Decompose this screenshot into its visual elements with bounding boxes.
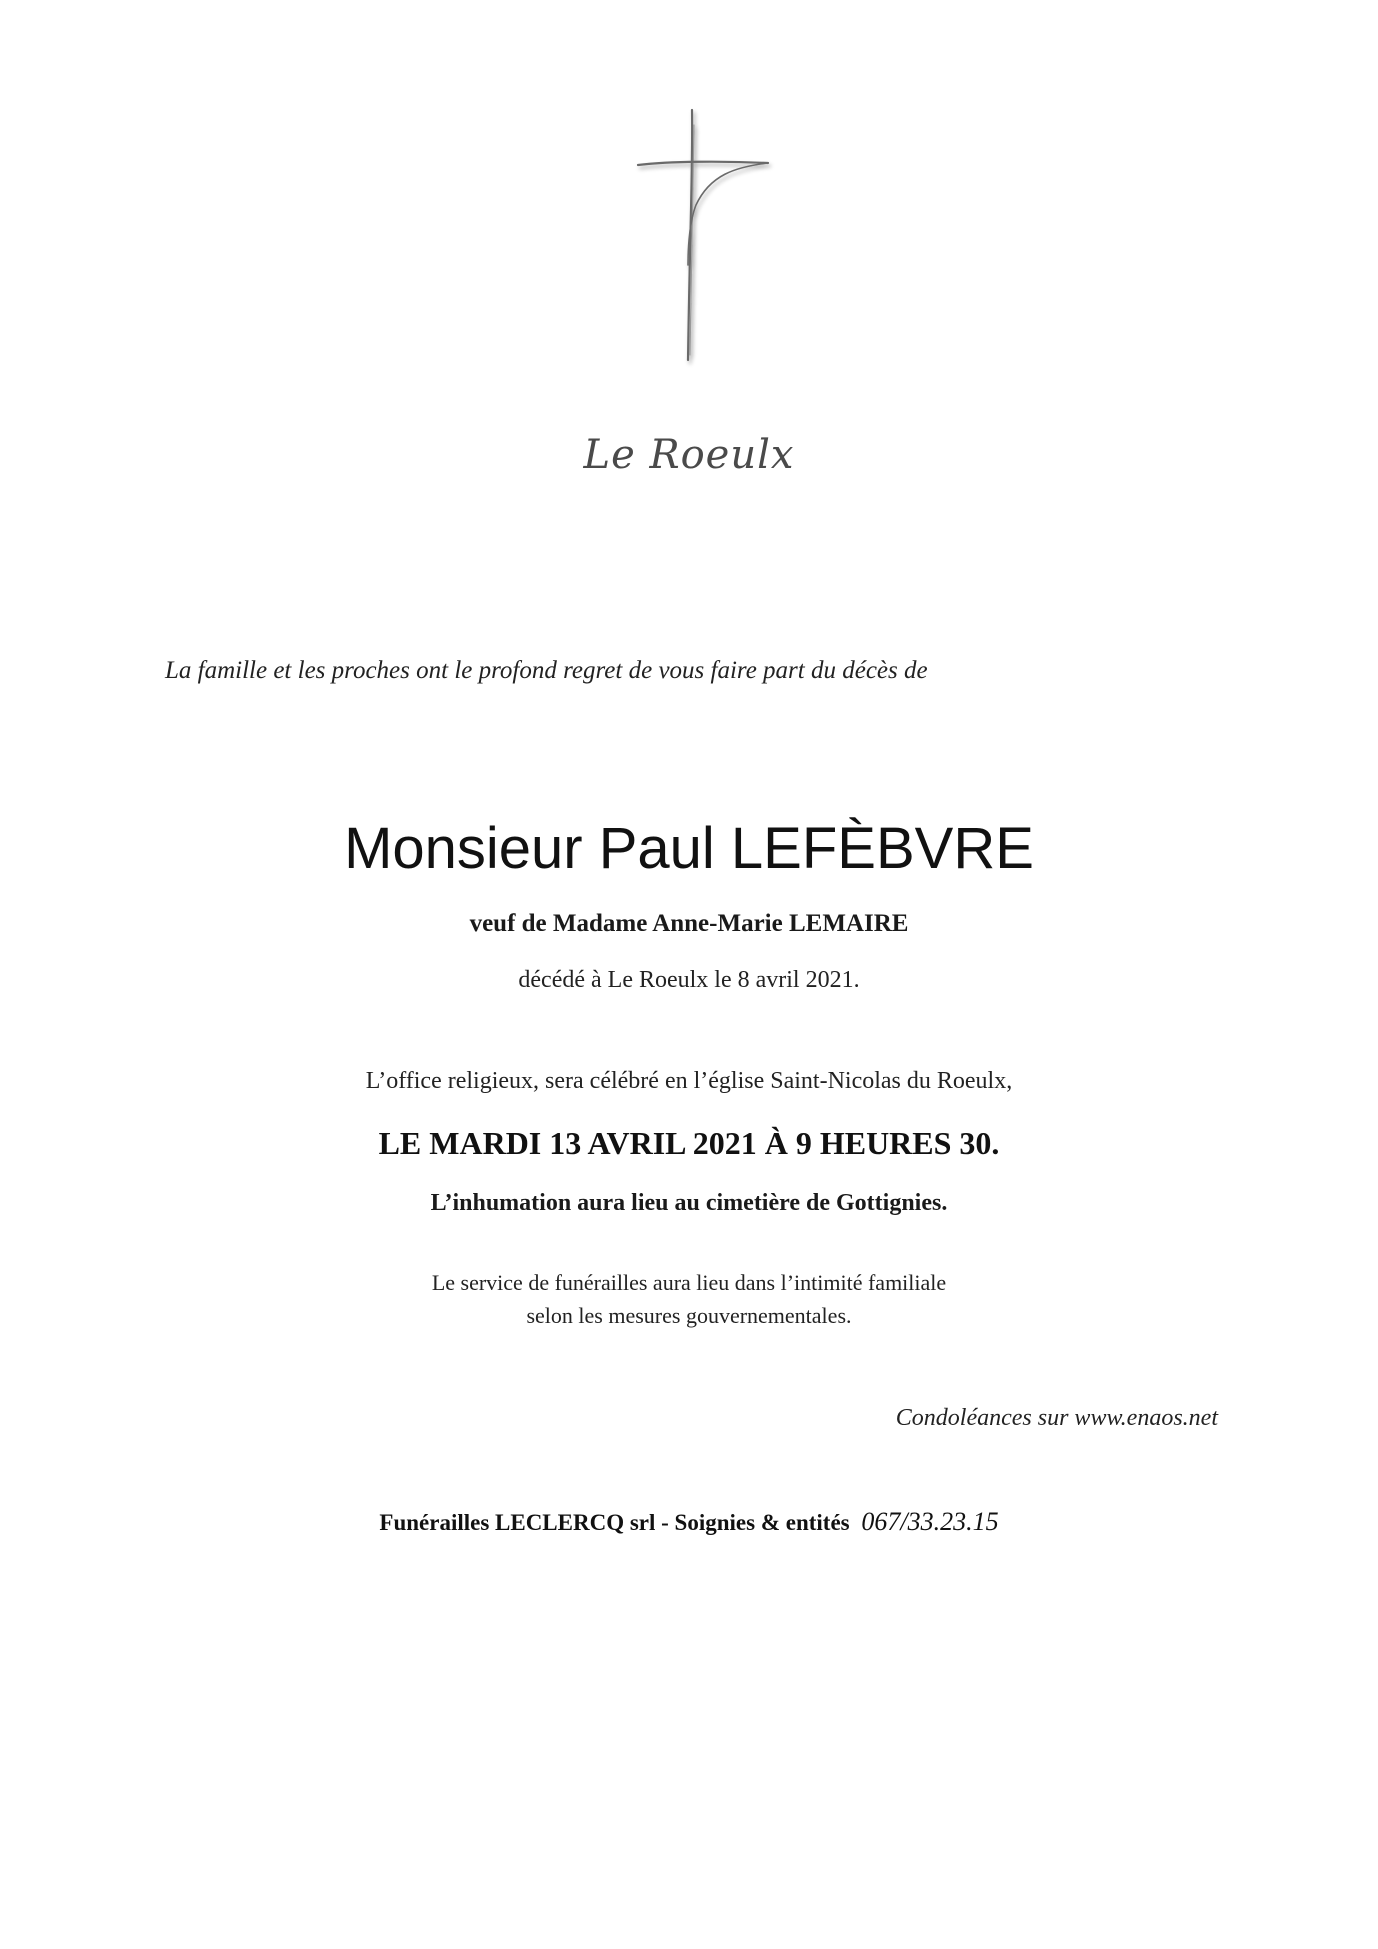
service-date-line: LE MARDI 13 AVRIL 2021 À 9 HEURES 30. bbox=[378, 1125, 1000, 1161]
burial-line: L’inhumation aura lieu au cimetière de Gottignies. bbox=[430, 1190, 948, 1216]
note-line-2: selon les mesures gouvernementales. bbox=[526, 1303, 852, 1328]
deceased-name: Monsieur Paul LEFÈBVRE bbox=[344, 816, 1034, 881]
death-date-line: décédé à Le Roeulx le 8 avril 2021. bbox=[518, 967, 860, 993]
note-line-1: Le service de funérailles aura lieu dans l’intimité familiale bbox=[431, 1270, 947, 1295]
service-location-line: L’office religieux, sera célébré en l’église Saint-Nicolas du Roeulx, bbox=[365, 1068, 1013, 1094]
cross-icon bbox=[630, 105, 775, 375]
intro-text: La famille et les proches ont le profond regret de vous faire part du décès de bbox=[165, 657, 928, 684]
funeral-home-name: Funérailles LECLERCQ srl - Soignies & entités bbox=[379, 1510, 850, 1535]
condolences-line: Condoléances sur www.enaos.net bbox=[895, 1405, 1218, 1431]
widow-of-line: veuf de Madame Anne-Marie LEMAIRE bbox=[469, 910, 909, 937]
place-name: Le Roeulx bbox=[583, 432, 795, 478]
funeral-home-phone: 067/33.23.15 bbox=[861, 1507, 999, 1536]
funeral-home-line bbox=[0, 1507, 1378, 1537]
